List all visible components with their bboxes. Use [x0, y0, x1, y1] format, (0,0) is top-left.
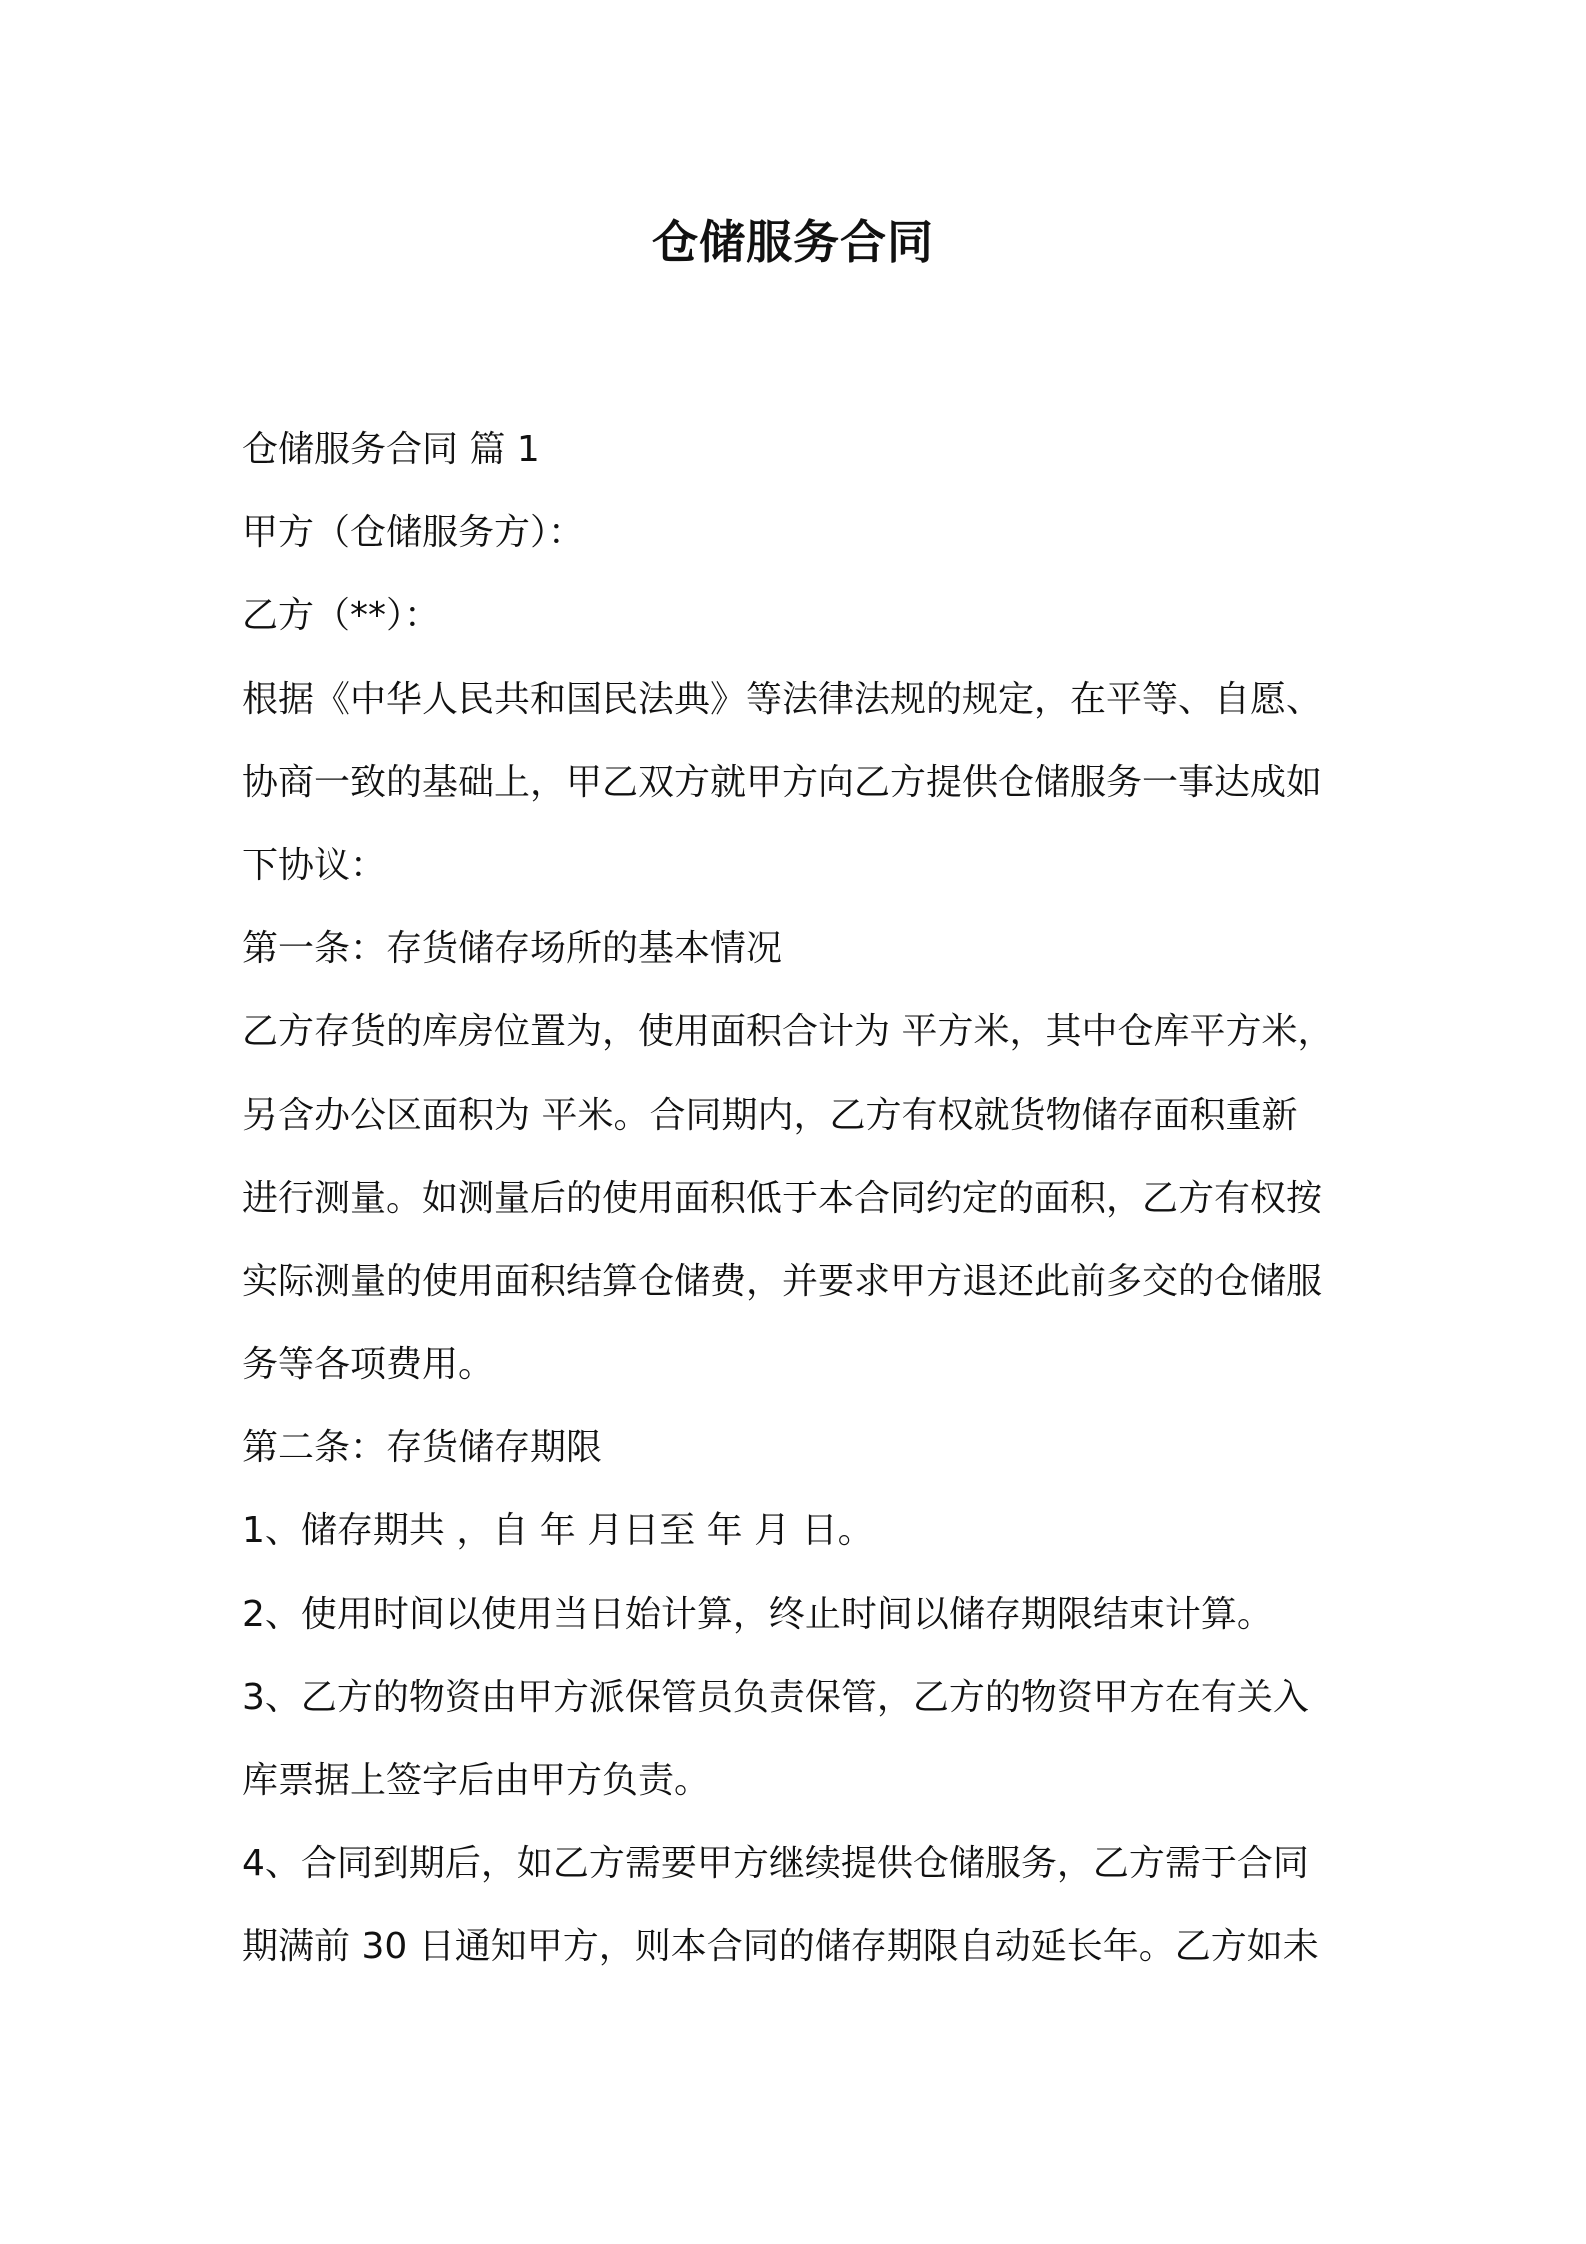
clause-line: 2、使用时间以使用当日始计算，终止时间以储存期限结束计算。 — [242, 1593, 1273, 1635]
paragraph-line: 乙方存货的库房位置为，使用面积合计为 平方米，其中仓库平方米， — [242, 1011, 1334, 1053]
paragraph-line: 实际测量的使用面积结算仓储费，并要求甲方退还此前多交的仓储服 — [242, 1260, 1323, 1302]
article-heading: 第二条：存货储存期限 — [242, 1427, 603, 1469]
clause-line: 库票据上签字后由甲方负责。 — [242, 1760, 711, 1801]
clause-line: 4、合同到期后，如乙方需要甲方继续提供仓储服务，乙方需于合同 — [242, 1843, 1309, 1885]
paragraph-line: 务等各项费用。 — [242, 1344, 495, 1386]
document-title: 仓储服务合同 — [652, 215, 934, 269]
clause-line: 1、储存期共 ，自 年 月日至 年 月 日。 — [242, 1510, 874, 1552]
clause-line: 3、乙方的物资由甲方派保管员负责保管，乙方的物资甲方在有关入 — [242, 1676, 1309, 1718]
paragraph-line: 下协议： — [242, 844, 387, 886]
document-body — [242, 408, 1362, 1989]
section-heading: 仓储服务合同 篇 1 — [242, 429, 540, 470]
paragraph-line: 另含办公区面积为 平米。合同期内，乙方有权就货物储存面积重新 — [242, 1094, 1298, 1136]
party-a-line: 甲方（仓储服务方）： — [242, 512, 585, 554]
paragraph-line: 进行测量。如测量后的使用面积低于本合同约定的面积，乙方有权按 — [242, 1177, 1323, 1219]
article-heading: 第一条：存货储存场所的基本情况 — [242, 928, 783, 970]
paragraph-line: 根据《中华人民共和国民法典》等法律法规的规定，在平等、自愿、 — [242, 678, 1323, 720]
paragraph-line: 协商一致的基础上，甲乙双方就甲方向乙方提供仓储服务一事达成如 — [242, 761, 1323, 803]
party-b-line: 乙方（**）： — [242, 595, 441, 637]
clause-line: 期满前 30 日通知甲方，则本合同的储存期限自动延长年。乙方如未 — [242, 1926, 1319, 1968]
